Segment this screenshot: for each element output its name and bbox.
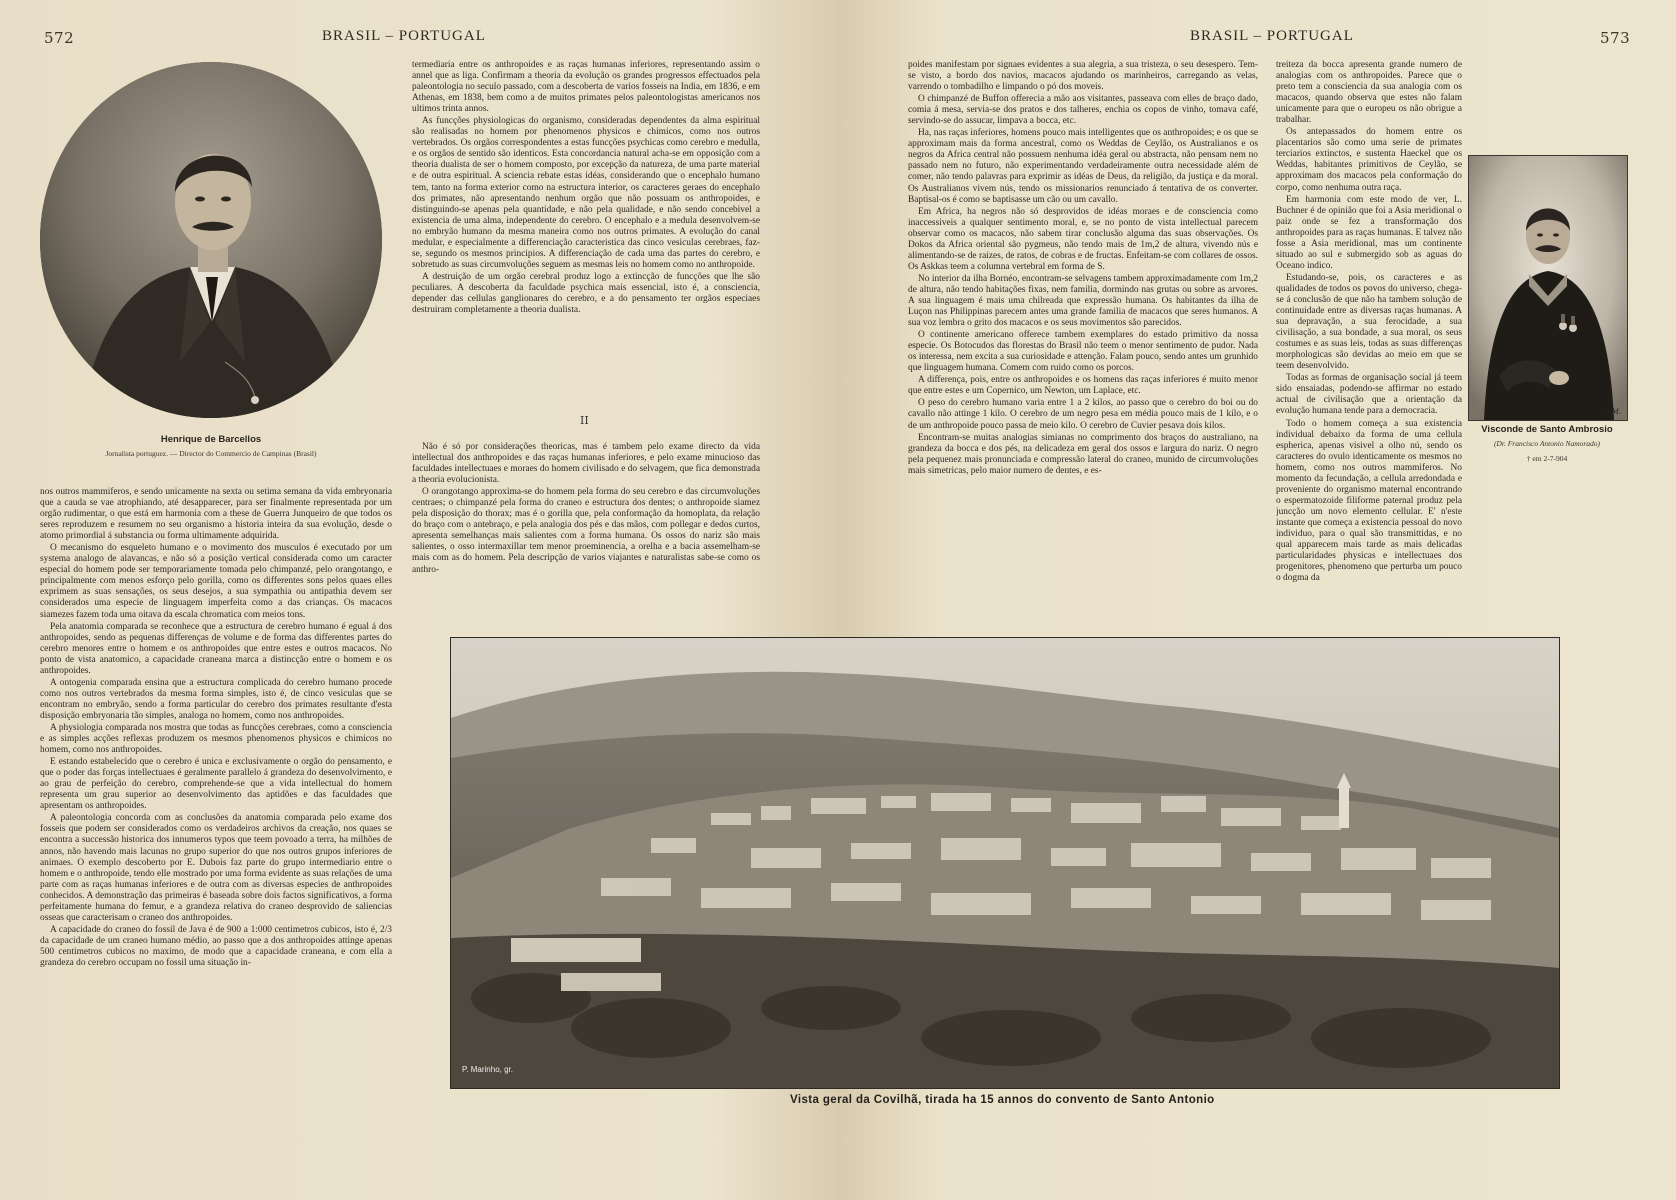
column-text-mid-right [412,442,760,605]
paragraph: E estando estabelecido que o cerebro é unica e exclusivamente o orgão do pensamento, e que o poder das forças intellectuaes é geralmente parallelo á grandeza do desenvolvimento, e ao grau de perfeição do cerebro, comprehende-se que a vida intellectual do homem representa um grau superior ao desenvolvimento das aptidões e das faculdades que apresentam os anthropoides. [40,757,392,812]
paragraph: Em Africa, ha negros não só desprovidos de idéas moraes e de consciencia como inaccessiveis a qualquer sentimento moral, e, se no ponto de vista intellectual parecem observar como os macacos, não sabem tirar conclusão alguma das suas observações. Os Dokos da Africa oriental são pygmeus, não tendo mais de 1m,2 de altura, vivendo nús e alimentando-se de raizes, de ratos, de cobras e de fructas. Enfeitam-se com collares de ossos. Os Askkas teem a columna vertebral em forma de S. [908,206,1258,272]
portrait-caption-name: Henrique de Barcellos [160,434,262,445]
column-text-lower-left [40,487,392,1107]
paragraph: O mecanismo do esqueleto humano e o movimento dos musculos é executado por um systema analogo de alavancas, e não só a posição vertical considerada como um caracter especial do homem pode ser temporariamente tomada pelo chimpanzé, pelo orangotango, e principalmente com menos esforço pelo gorilla, como os differentes sons pelos quaes elles exprimem as suas sensações, os seus desejos, a sua sympathia ou antipathia devem ser considerados uma especie de linguagem imperfeita como a das crianças. Os macacos siamezes fazem toda uma oitava da escala chromatica com meios tons. [40,543,392,620]
portrait-illustration [1469,156,1627,420]
section-number: II [580,414,589,427]
paragraph: poides manifestam por signaes evidentes a sua alegria, a sua tristeza, o seu desespero. Tem-se visto, a bordo dos navios, macacos ajudando os marinheiros, carregando as velas, varrendo o tombadilho e limpando o pó dos moveis. [908,60,1258,93]
paragraph: Em harmonia com este modo de ver, L. Buchner é de opinião que foi a Asia meridional o paiz onde se fez a transformação dos anthropoides para as raças humanas. E talvez não fosse a Asia meridional, mas um continente situado ao sul e submergido sob as aguas do Oceano indico. [1276,194,1462,271]
portrait-caption-description: Jornalista portuguez. — Director do Commercio de Campinas (Brasil) [105,449,317,458]
paragraph: treiteza da bocca apresenta grande numero de analogias com os anthropoides. Parece que o preto tem a consciencia da sua analogia com os macacos, quando observa que estes não falam unicamente para que o europeu os não obrigue a trabalhar. [1276,60,1462,126]
paragraph: Encontram-se muitas analogias simianas no comprimento dos braços do australiano, na grandeza da bocca e dos pés, na delicadeza em geral dos ossos e largura do nariz. O negro pela pequenez mais pronunciada e compressão lateral do craneo, munido de circumvoluções mais simetricas, pelo maior numero de dentes, e es- [908,432,1258,476]
landscape-illustration [451,638,1559,1088]
paragraph: Ha, nas raças inferiores, homens pouco mais intelligentes que os anthropoides; e os que se approximam mais da forma ancestral, como os Weddas de Ceylão, os Australianos e os negros da Africa central não possuem nenhuma idéa geral ou abstracta, não pensam nem no passado nem no futuro, não experimentando verdadeiramente outra necessidade além de comer, não tendo palavras para exprimir as idéas de Deus, da religião, da justiça e da moral. Os Australianos vivem nús, tendo os missionarios renunciado á tentativa de os converter. Baptisal-os é como se baptisasse um cão ou um cavallo. [908,128,1258,205]
photo-engraver-credit: P. Marinho, gr. [462,1065,513,1074]
running-head-right: BRASIL – PORTUGAL [1190,28,1354,44]
paragraph: No interior da ilha Bornéo, encontram-se selvagens tambem approximadamente com 1m,2 de altura, não tendo habitações fixas, nem familia, dormindo nas grutas ou sobre as arvores. A sua linguagem é mais uma chilreada que expressão humana. Os habitantes da ilha de Luçon nas Philippinas parecem antes uma grande familia de macacos que seres humanos. A sua voz lembra o grito dos macacos e os seus movimentos são parecidos. [908,273,1258,329]
paragraph: A physiologia comparada nos mostra que todas as funcções cerebraes, como a consciencia e as simples acções reflexas produzem os mesmos phenomenos physicos e chimicos no homem, como nos anthropoides. [40,722,392,756]
paragraph: O continente americano offerece tambem exemplares do estado primitivo da nossa especie. Os Botocudos das florestas do Brasil não teem o menor sentimento de pudor. Nada os interessa, nem excita a sua curiosidade e attenção. Falam pouco, sendo antes um grunhido que linguagem humana. Comem com ruido como os porcos. [908,330,1258,374]
paragraph: A capacidade do craneo do fossil de Java é de 900 a 1:000 centimetros cubicos, isto é, 2/3 da capacidade de um craneo humano médio, ao passo que a dos anthropoides attinge apenas 500 centimetros cubicos no maximo, de modo que a capacidade craneana, e com ella a grandeza do cerebro occupam no fossil uma situação in- [40,924,392,968]
paragraph: Os antepassados do homem entre os placentarios são como uma serie de primates terciarios extinctos, e sustenta Haeckel que os Weddas, habitantes primitivos de Ceylão, se approximam dos macacos pela conformação do corpo, como nenhuma outra raça. [1276,127,1462,193]
page-number-right: 573 [1600,29,1631,47]
landscape-photo-covilha [450,637,1560,1089]
column-text-upper-right [412,60,760,400]
paragraph: Não é só por considerações theoricas, mas é tambem pelo exame directo da vida intellectual dos anthropoides e das raças humanas inferiores, e pelo exame minucioso das faculdades intellectuaes e moraes do homem civilisado e do selvagem, que fica demonstrada a theoria evolucionista. [412,442,760,486]
portrait-caption-name: Visconde de Santo Ambrosio [1481,424,1613,435]
page-number-left: 572 [44,29,75,47]
running-head-left: BRASIL – PORTUGAL [322,28,486,44]
paragraph: As funcções physiologicas do organismo, consideradas dependentes da alma espiritual são realisadas no homem por phenomenos physicos e chimicos, como nos outros vertebrados. Os orgãos correspondentes a estas funcções psychicas como cerebro e medulla, e os orgãos de sentido são identicos. Esta concordancia natural acha-se em opposição com a theoria dualista de ser o homem composto, por excepção da natureza, de uma parte material e de outra espiritual. A sciencia rebate estas idéas, considerando que o encephalo humano tem, tanto na forma exterior como na estructura interior, os caracteres geraes do encephalo dos primates, não apresentando nenhum orgão que não possuam os anthropoides, e distinguindo-se apenas pela quantidade, e não pela qualidade, e não sendo concebivel a existencia de uma alma, independente do cerebro. O encephalo e a medula desenvolvem-se no embryão humano da mesma maneira como nos outros primates. A evolução do canal medular, e especialmente a differenciação caracteristica das cinco vesiculas cerebraes, faz-se, segundo os mesmos principios. A differenciação de cada uma das partes do cerebro, e sobretudo as suas circumvoluções seguem as mesmas leis no homem como no anthropoide. [412,116,760,270]
paragraph: Pela anatomia comparada se reconhece que a estructura de cerebro humano é egual á dos anthropoides, sendo as pequenas differenças de volume e de forma das differentes partes do cerebro menores entre o homem e os anthropoides que entre estes e outros macacos. No ponto de vista anatomico, a capacidade craneana marca a distincção entre o homem e os anthropoides. [40,621,392,676]
paragraph: Todas as formas de organisação social já teem sido ensaiadas, podendo-se affirmar no estado actual de civilisação que a orientação da evolução humana tende para a democracia. [1276,373,1462,417]
paragraph: Estudando-se, pois, os caracteres e as qualidades de todos os povos do universo, chega-se á conclusão de que não ha tambem solução de continuidade entre as diversas raças humanas. A sua depravação, a sua ferocidade, a sua civilisação, a sua bondade, a sua moral, os seus costumes e as suas leis, todas as suas differenças morphologicas são devidas ao meio em que se teem desenvolvido. [1276,272,1462,372]
portrait-caption-subtitle: (Dr. Francisco Antonio Namorado) [1493,439,1601,448]
paragraph: O orangotango approxima-se do homem pela forma do seu cerebro e das circumvoluções centraes; o chimpanzé pela forma do craneo e estructura dos dentes; o anthropoide siamez pela disposição do thorax; mas é o gorilla que, pela conformação da homoplata, da relação do braço com o antebraço, e pela analogia dos pés e das mãos, com pollegar e dedos curtos, apresenta semelhanças mais salientes com a forma humana. Os ossos do nariz são mais salientes, o osso intermaxillar tem menor proeminencia, a orelha e a bacia assemelham-se mais com as do homem. Pela descripção de varios viajantes e naturalistas sabe-se como os anthro- [412,487,760,575]
paragraph: nos outros mammiferos, e sendo unicamente na sexta ou setima semana da vida embryonaria que a cauda se vae atrophiando, até desapparecer, para ser finalmente representada por um orgão rudimentar, o que está em harmonia com a these de Guerra Junqueiro de que todos os seres reproduzem e resumem no seu organismo a historia inteira da sua evolução, desde o atomo primordial á substancia ou forma ultimamente adquirida. [40,487,392,542]
column-text-right-left [908,60,1258,605]
photo-caption: Vista geral da Covilhã, tirada ha 15 annos do convento de Santo Antonio [790,1094,1215,1106]
paragraph: A paleontologia concorda com as conclusões da anatomia comparada pelo exame dos fosseis que podem ser considerados como os verdadeiros archivos da creação, nos quaes se encontra a successão historica dos innumeros typos que teem povoado a terra, ha milhões de annos, não havendo mais lacunas no grupo superior do que nos outros grupos inferiores de animaes. O exemplo descoberto por E. Dubois faz parte do grupo intermediario entre o homem e o anthropoide, tendo elle mostrado por uma forma evidente as suas relações de uma parte com as raças humanas inferiores e de outra com as diversas especies de anthropoides conhecidos. A demonstração das primeiras é baseada sobre dois factos significativos, a forma perfeitamente humana do femur, e a grandeza relativa do craneo desprovido de saliencias osseas que caracterisam o craneo dos anthropoides. [40,813,392,923]
engraver-mark: P.M. [1606,408,1621,416]
paragraph: A differença, pois, entre os anthropoides e os homens das raças inferiores é muito menor que entre estes e um Copernico, um Newton, um Laplace, etc. [908,375,1258,397]
paragraph: A destruição de um orgão cerebral produz logo a extincção de funcções que lhe são peculiares. A descoberta da faculdade psychica mais essencial, isto é, a consciencia, depender das cellulas ganglionares do cerebro, e a do pensamento ter orgãos especiaes destruiram completamente a theoria dualista. [412,271,760,316]
paragraph: O peso do cerebro humano varia entre 1 a 2 kilos, ao passo que o cerebro do boi ou do cavallo não attinge 1 kilo. O cerebro de um negro pesa em média pouco mais de 1 kilo, e o de um anthropoide pouco passa de meio kilo. O cerebro de Cuvier pesava dois kilos. [908,398,1258,431]
paragraph: termediaria entre os anthropoides e as raças humanas inferiores, representando assim o annel que as liga. Confirmam a theoria da evolução os grandes progressos effectuados pela paleontologia no seculo passado, com a descoberta de varios fosseis na India, em 1836, e em Athenas, em 1838, bem como a de muitos primates pelos paleontologistas americanos nos ultimos trinta annos. [412,60,760,115]
paragraph: O chimpanzé de Buffon offerecia a mão aos visitantes, passeava com elles de braço dado, comia á mesa, servia-se dos pratos e dos talheres, enchia os copos de vinho, tomava café, servindo-se do assucar, limpava a bocca, etc. [908,94,1258,127]
column-text-right-narrow [1276,60,1462,605]
portrait-henrique-de-barcellos [40,62,382,418]
portrait-caption-date: † em 2-7-904 [1526,454,1568,463]
paragraph: Todo o homem começa a sua existencia individual debaixo da forma de uma cellula espherica, apenas visivel a olho nú, sendo os caracteres do ovulo identicamente os mesmos no homem, como nos outros mammiferos. No momento da fecundação, a cellula arredondada e proveniente do organismo maternal encontrando o espermatozoide filiforme paternal produz pela juncção um novo elemento cellular. E' n'este instante que começa a existencia pessoal do novo individuo, para o qual são transmittidas, e no qual apparecem mais tarde as mais delicadas particularidades physicas e intellectuaes dos progenitores, phenomeno que perturba um pouco o dogma da [1276,418,1462,584]
portrait-illustration [40,62,382,418]
paragraph: A ontogenia comparada ensina que a estructura complicada do cerebro humano procede como nos outros vertebrados da mesma forma simples, isto é, de cinco vesiculas que se encontram no embryão, sendo a forma particular do cerebro dos primates resultante d'esta disposição embryonaria tão simples, analoga no homem, como nos anthropoides. [40,677,392,721]
portrait-visconde-santo-ambrosio [1468,155,1628,421]
